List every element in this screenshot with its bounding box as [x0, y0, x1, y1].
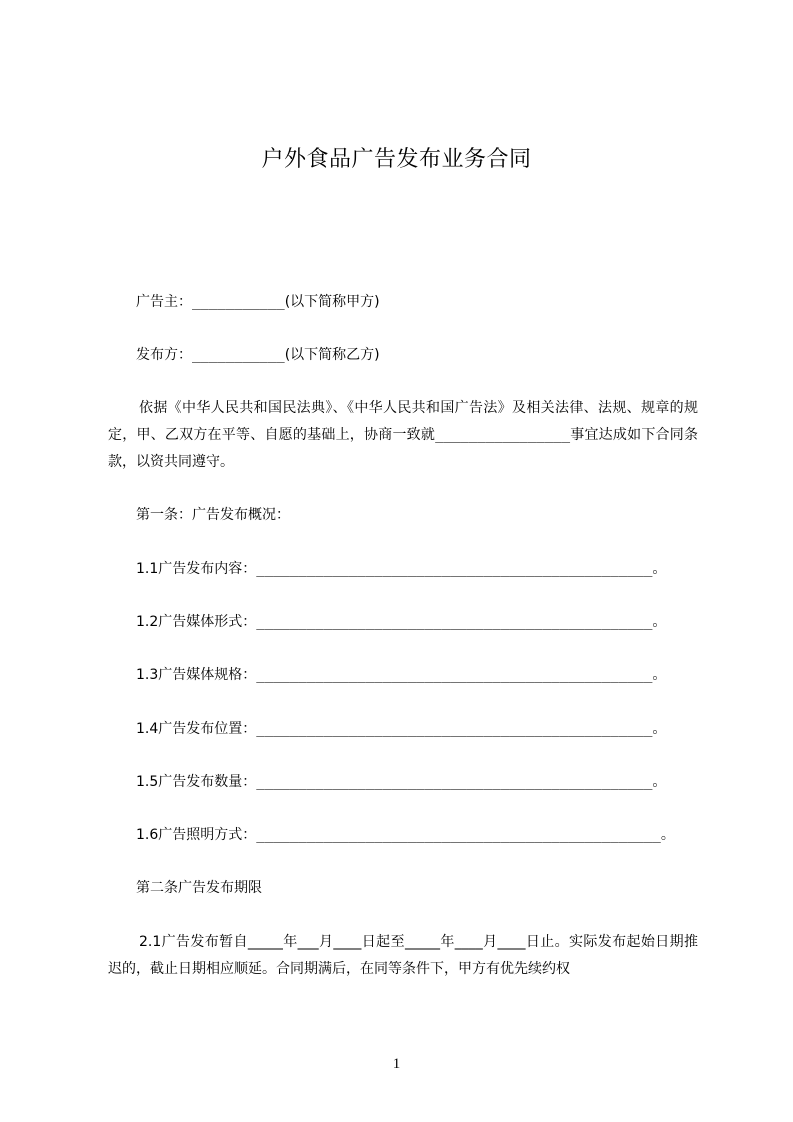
item-label: 1.6广告照明方式： — [136, 827, 257, 843]
article-1-item-2 — [136, 612, 666, 632]
item-blank: ________________________________________________ — [256, 827, 661, 843]
document-title: 户外食品广告发布业务合同 — [261, 147, 532, 172]
preamble-text-end: 事宜达成如下合同条款，以资共同遵守。 — [108, 427, 699, 470]
item-end: 。 — [660, 827, 675, 843]
article-1-item-5 — [136, 772, 666, 792]
item-end: 。 — [652, 721, 667, 737]
party-a-suffix: (以下简称甲方) — [284, 294, 380, 310]
item-blank: _______________________________________________ — [256, 774, 653, 790]
article-1-item-6 — [136, 825, 675, 845]
page-number: 1 — [392, 1056, 401, 1072]
item-blank: _______________________________________________ — [256, 667, 653, 683]
article-1-item-4 — [136, 719, 666, 739]
clause-2-1: 2.1广告发布暂自_____年___月____日起至_____年____月____日止。实际发布起始日期推迟的，截止日期相应顺延。合同期满后，在同等条件下，甲方有优先续约权 — [108, 934, 698, 977]
item-end: 。 — [652, 667, 667, 683]
party-b-line — [136, 345, 380, 365]
item-blank: _______________________________________________ — [256, 721, 653, 737]
article-2-heading: 第二条广告发布期限 — [136, 880, 262, 896]
preamble-paragraph — [108, 395, 698, 476]
party-a-line — [136, 292, 380, 312]
item-label: 1.1广告发布内容： — [136, 561, 257, 577]
item-end: 。 — [652, 774, 667, 790]
article-1-heading: 第一条：广告发布概况： — [136, 507, 290, 523]
preamble-blank: ________________ — [435, 427, 570, 443]
item-blank: _______________________________________________ — [256, 614, 653, 630]
party-b-label: 发布方： — [136, 347, 192, 363]
article-1-item-3 — [136, 665, 666, 685]
party-b-blank: ___________ — [192, 347, 285, 363]
article-1-item-1 — [136, 559, 666, 579]
item-end: 。 — [652, 561, 667, 577]
item-label: 1.4广告发布位置： — [136, 721, 257, 737]
item-label: 1.2广告媒体形式： — [136, 614, 257, 630]
party-b-suffix: (以下简称乙方) — [284, 347, 380, 363]
item-end: 。 — [652, 614, 667, 630]
party-a-label: 广告主： — [136, 294, 192, 310]
item-label: 1.3广告媒体规格： — [136, 667, 257, 683]
item-label: 1.5广告发布数量： — [136, 774, 257, 790]
item-blank: _______________________________________________ — [256, 561, 653, 577]
preamble-text: 依据《中华人民共和国民法典》、《中华人民共和国广告法》及相关法律、法规、规章的规定，甲、乙双方在平等、自愿的基础上，协商一致就 — [108, 400, 698, 443]
party-a-blank: ___________ — [192, 294, 285, 310]
